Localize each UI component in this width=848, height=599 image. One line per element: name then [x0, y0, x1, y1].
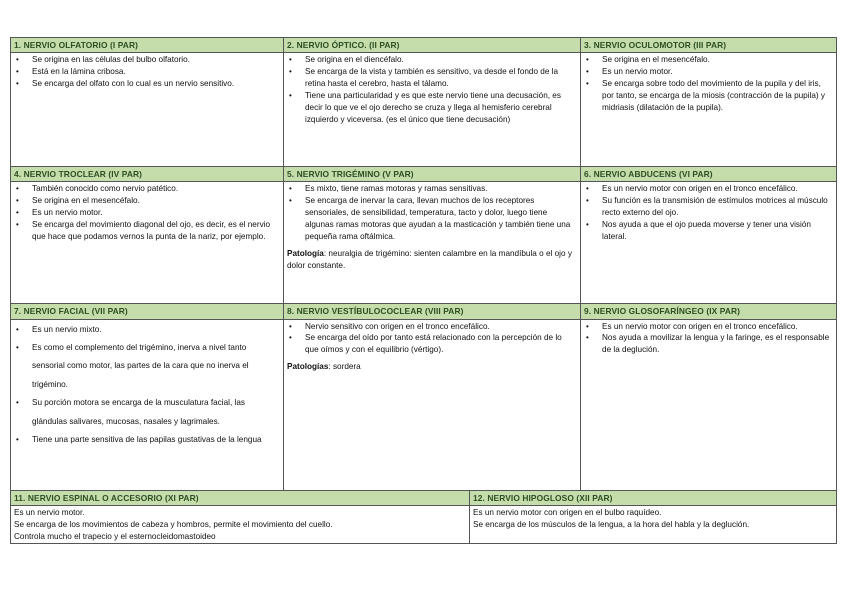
- list-item: • Se origina en el diencéfalo.: [287, 54, 577, 66]
- list-item: • También conocido como nervio patético.: [14, 183, 280, 195]
- list-item: • Su función es la transmisión de estímulos motrices al músculo recto externo del ojo.: [584, 195, 833, 219]
- nerve-6-title: 6. NERVIO ABDUCENS (VI PAR): [581, 167, 837, 182]
- nerve-12-line: Se encarga de los músculos de la lengua, a la hora del habla y la deglución.: [473, 519, 750, 529]
- list-item: • Es un nervio motor.: [584, 66, 833, 78]
- nerve-8-title: 8. NERVIO VESTÍBULOCOCLEAR (VIII PAR): [284, 304, 581, 319]
- list-item: • Nervio sensitivo con origen en el tronco encefálico.: [287, 321, 577, 333]
- list-item: • Es como el complemento del trigémino, inerva a nivel tanto sensorial como motor, las partes de la cara que no inerva el trigémino.: [14, 339, 280, 394]
- body-row-3: [11, 319, 837, 490]
- nerve-4-list: [14, 183, 280, 242]
- list-item: • Se origina en las células del bulbo olfatorio.: [14, 54, 280, 66]
- nerve-11-line: Controla mucho el trapecio y el esternocleidomastoideo: [14, 531, 216, 541]
- list-item: • Es un nervio motor con origen en el tronco encefálico.: [584, 183, 833, 195]
- nerve-1-list: [14, 54, 280, 90]
- body-row-1: [11, 53, 837, 167]
- nerve-2-title: 2. NERVIO ÓPTICO. (II PAR): [284, 38, 581, 53]
- nerve-5-title: 5. NERVIO TRIGÉMINO (V PAR): [284, 167, 581, 182]
- list-item: • Se origina en el mesencéfalo.: [584, 54, 833, 66]
- nerve-2-list: [287, 54, 577, 125]
- nerve-9-title: 9. NERVIO GLOSOFARÍNGEO (IX PAR): [581, 304, 837, 319]
- nerve-1-cell: [11, 53, 284, 167]
- nerve-3-cell: [581, 53, 837, 167]
- nerve-7-cell: [11, 319, 284, 490]
- list-item: • Está en la lámina cribosa.: [14, 66, 280, 78]
- list-item: • Se encarga del oído por tanto está relacionado con la percepción de lo que oímos y con el equilibrio (vértigo).: [287, 332, 577, 356]
- nerve-4-title: 4. NERVIO TROCLEAR (IV PAR): [11, 167, 284, 182]
- list-item: • Se encarga del movimiento diagonal del ojo, es decir, es el nervio que hace que podamos vernos la punta de la nariz, por ejemplo.: [14, 219, 280, 243]
- header-row-1: [11, 38, 837, 53]
- list-item: • Nos ayuda a movilizar la lengua y la faringe, es el responsable de la deglución.: [584, 332, 833, 356]
- nerve-5-cell: [284, 182, 581, 304]
- nerve-1-title: 1. NERVIO OLFATORIO (I PAR): [11, 38, 284, 53]
- list-item: • Se encarga de inervar la cara, llevan muchos de los receptores sensoriales, de sensibilidad, temperatura, tacto y dolor, luego tiene algunas ramas motoras que ayudan a la masticación y también tiene una pequeña rama oftálmica.: [287, 195, 577, 243]
- nerve-8-pathology: [287, 361, 577, 373]
- cranial-nerves-table: [10, 37, 837, 544]
- pathology-text: : sordera: [328, 362, 361, 372]
- nerve-2-cell: [284, 53, 581, 167]
- nerve-11-cell: [11, 505, 470, 544]
- nerve-6-cell: [581, 182, 837, 304]
- body-row-4: [11, 505, 837, 544]
- list-item: • Su porción motora se encarga de la musculatura facial, las glándulas salivares, mucosas, nasales y lagrimales.: [14, 394, 280, 431]
- nerve-12-title: 12. NERVIO HIPOGLOSO (XII PAR): [470, 490, 837, 505]
- pathology-label: Patología: [287, 248, 324, 258]
- cranial-nerves-sheet: [10, 37, 836, 544]
- pathology-label: Patologías: [287, 362, 329, 372]
- list-item: • Tiene una particularidad y es que este nervio tiene una decusación, es decir lo que ve el ojo derecho se cruza y llega al hemisferio cerebral izquierdo y viceversa. (es el único que tiene decusación): [287, 90, 577, 126]
- list-item: • Nos ayuda a que el ojo pueda moverse y tener una visión lateral.: [584, 219, 833, 243]
- list-item: • Se encarga de la vista y también es sensitivo, va desde el fondo de la retina hasta el cerebro, hasta el tálamo.: [287, 66, 577, 90]
- nerve-5-list: [287, 183, 577, 242]
- nerve-5-pathology: [287, 248, 577, 272]
- nerve-11-title: 11. NERVIO ESPINAL O ACCESORIO (XI PAR): [11, 490, 470, 505]
- nerve-8-list: [287, 321, 577, 357]
- nerve-12-cell: [470, 505, 837, 544]
- nerve-9-cell: [581, 319, 837, 490]
- nerve-6-list: [584, 183, 833, 242]
- pathology-text: : neuralgia de trigémino: sienten calambre en la mandíbula o el ojo y dolor constante.: [287, 248, 572, 270]
- list-item: • Es un nervio motor con origen en el tronco encefálico.: [584, 321, 833, 333]
- list-item: • Se origina en el mesencéfalo.: [14, 195, 280, 207]
- list-item: • Es un nervio motor.: [14, 207, 280, 219]
- list-item: • Se encarga del olfato con lo cual es un nervio sensitivo.: [14, 78, 280, 90]
- nerve-7-list: [14, 321, 280, 450]
- nerve-4-cell: [11, 182, 284, 304]
- nerve-8-cell: [284, 319, 581, 490]
- list-item: • Tiene una parte sensitiva de las papilas gustativas de la lengua: [14, 431, 280, 449]
- nerve-3-list: [584, 54, 833, 113]
- nerve-9-list: [584, 321, 833, 357]
- list-item: • Es mixto, tiene ramas motoras y ramas sensitivas.: [287, 183, 577, 195]
- nerve-7-title: 7. NERVIO FACIAL (VII PAR): [11, 304, 284, 319]
- list-item: • Se encarga sobre todo del movimiento de la pupila y del iris, por tanto, se encarga de la miosis (contracción de la pupila) y midriasis (dilatación de la pupila).: [584, 78, 833, 114]
- nerve-11-line: Se encarga de los movimientos de cabeza y hombros, permite el movimiento del cuello.: [14, 519, 333, 529]
- nerve-11-line: Es un nervio motor.: [14, 507, 85, 517]
- header-row-4: [11, 490, 837, 505]
- header-row-2: [11, 167, 837, 182]
- header-row-3: [11, 304, 837, 319]
- nerve-3-title: 3. NERVIO OCULOMOTOR (III PAR): [581, 38, 837, 53]
- body-row-2: [11, 182, 837, 304]
- nerve-12-line: Es un nervio motor con origen en el bulbo raquídeo.: [473, 507, 662, 517]
- list-item: • Es un nervio mixto.: [14, 321, 280, 339]
